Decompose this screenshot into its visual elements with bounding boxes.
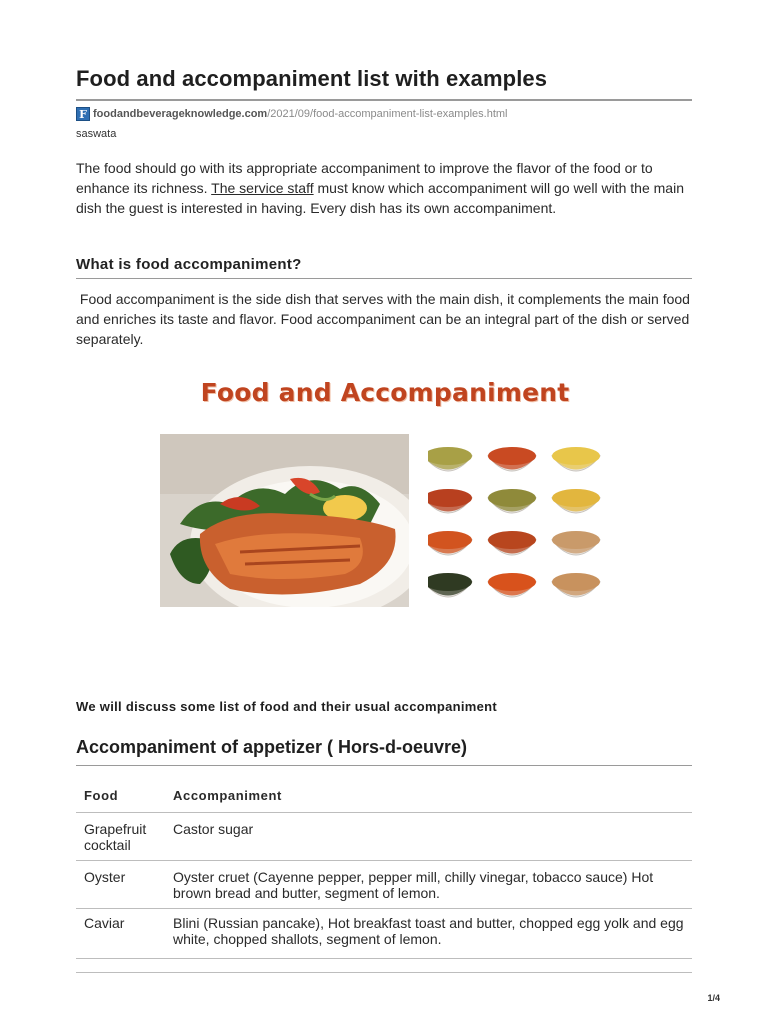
table-heading: Accompaniment of appetizer ( Hors-d-oeuvre)	[76, 737, 692, 766]
author-name: saswata	[76, 128, 117, 140]
sauce-bowl	[488, 447, 536, 471]
site-favicon-icon: F	[76, 107, 90, 121]
accompaniment-table	[76, 780, 692, 973]
sauce-bowl	[488, 573, 536, 597]
source-path[interactable]: /2021/09/food-accompaniment-list-examples.html	[267, 108, 508, 120]
sauce-bowls-image	[428, 444, 618, 604]
table-bottom-rule	[76, 959, 692, 973]
discussion-intro: We will discuss some list of food and their usual accompaniment	[76, 699, 498, 714]
intro-paragraph	[76, 158, 692, 218]
intro-text-end: must know which accompaniment will go well with the main dish the guest is interested in having. Every dish has its own accompaniment.	[76, 180, 684, 216]
accompaniment-cell: Oyster cruet (Cayenne pepper, pepper mill, chilly vinegar, tobacco sauce) Hot brown bread and butter, segment of lemon.	[173, 869, 654, 901]
salmon-plate-image	[160, 434, 409, 607]
sauce-bowl	[552, 531, 600, 555]
definition-paragraph: Food accompaniment is the side dish that serves with the main dish, it complements the main food and enriches its taste and flavor. Food accompaniment can be an integral part of the dish or served separately.	[76, 291, 694, 347]
sauce-bowl	[428, 447, 472, 471]
food-accompaniment-figure	[160, 370, 610, 615]
sauce-bowl	[552, 573, 600, 597]
source-line	[76, 106, 507, 122]
page-number: 1/4	[707, 993, 720, 1003]
accompaniment-cell: Blini (Russian pancake), Hot breakfast toast and butter, chopped egg yolk and egg white, chopped shallots, segment of lemon.	[173, 915, 684, 947]
sauce-bowl	[488, 489, 536, 513]
sauce-bowl	[488, 531, 536, 555]
sauce-bowl	[428, 489, 472, 513]
sauce-bowl	[428, 531, 472, 555]
sauce-bowl	[552, 489, 600, 513]
article-title: Food and accompaniment list with examples	[76, 66, 692, 101]
column-header-accompaniment: Accompaniment	[173, 788, 282, 803]
section-heading: What is food accompaniment?	[76, 256, 692, 279]
intro-text-start: The food should go with its appropriate accompaniment to improve the flavor of the food or to enhance its richness.	[76, 160, 653, 196]
source-domain[interactable]: foodandbeverageknowledge.com	[93, 108, 268, 120]
column-header-food: Food	[84, 788, 119, 803]
table-row	[76, 861, 692, 909]
accompaniment-cell: Castor sugar	[173, 821, 254, 837]
figure-title: Food and Accompaniment	[200, 378, 570, 407]
service-staff-link[interactable]: The service staff	[211, 180, 314, 196]
food-cell: Grapefruit cocktail	[84, 821, 147, 853]
table-header-row	[76, 780, 692, 813]
food-cell: Oyster	[84, 869, 126, 885]
table-row	[76, 909, 692, 959]
sauce-bowl	[552, 447, 600, 471]
food-cell: Caviar	[84, 915, 125, 931]
sauce-bowl	[428, 573, 472, 597]
table-row	[76, 813, 692, 861]
